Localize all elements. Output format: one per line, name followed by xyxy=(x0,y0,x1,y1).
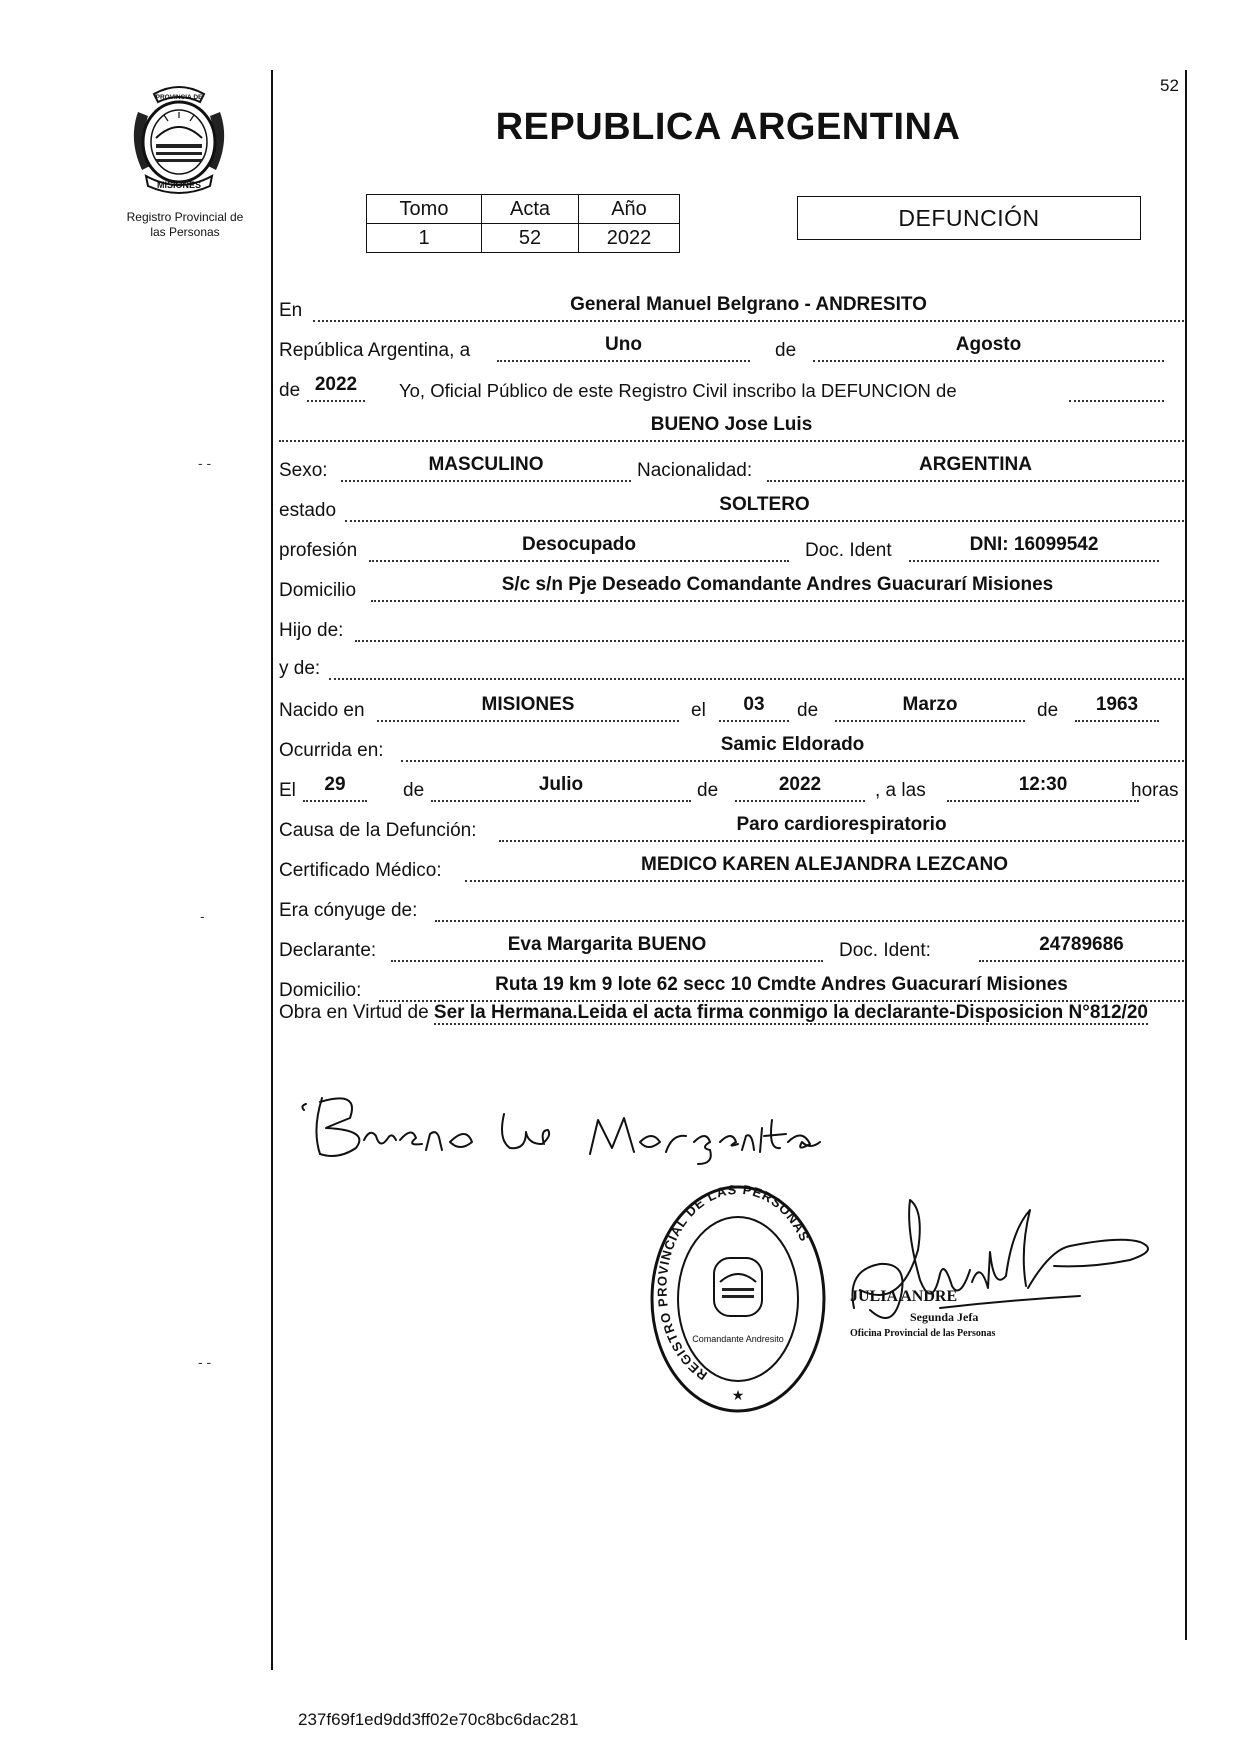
label-yo-oficial: Yo, Oficial Público de este Registro Civil inscribo la DEFUNCION de xyxy=(399,380,957,401)
line-place xyxy=(279,290,1184,326)
death-year-value: 2022 xyxy=(778,774,822,795)
crest-bottom-text: MISIONES xyxy=(156,180,202,190)
label-obra: Obra en Virtud de xyxy=(279,1002,429,1023)
reference-value-row xyxy=(367,224,680,253)
day-value: Uno xyxy=(605,334,642,355)
label-ocurrida-en: Ocurrida en: xyxy=(279,740,384,761)
line-child-of-1 xyxy=(279,610,1184,646)
label-el-cap: El xyxy=(279,780,296,801)
label-doc-ident-declarant: Doc. Ident: xyxy=(839,940,931,961)
place-field xyxy=(313,290,1184,322)
death-day-field xyxy=(303,770,367,802)
nationality-field xyxy=(767,450,1184,482)
sex-field xyxy=(341,450,631,482)
label-de-birth-year: de xyxy=(1037,700,1059,721)
seal-ring-text: REGISTRO PROVINCIAL DE LAS PERSONAS xyxy=(654,1182,813,1384)
tomo-value: 1 xyxy=(367,224,482,253)
label-republica: República Argentina, a xyxy=(279,340,471,361)
label-horas: horas xyxy=(1131,780,1179,801)
right-margin-rule xyxy=(1185,70,1187,1640)
death-day-value: 29 xyxy=(324,774,346,795)
margin-tick-mark: - - xyxy=(198,1354,212,1370)
birth-year-value: 1963 xyxy=(1095,694,1139,715)
label-de-death-year: de xyxy=(697,780,719,801)
declarant-signature xyxy=(290,1080,850,1170)
line-date xyxy=(279,330,1184,366)
declarant-field xyxy=(391,930,823,962)
month-value: Agosto xyxy=(955,334,1022,355)
occurred-field xyxy=(401,730,1184,762)
line-child-of-2 xyxy=(279,648,1184,684)
line-death-date xyxy=(279,770,1184,806)
line-cause xyxy=(279,810,1184,846)
profession-value: Desocupado xyxy=(521,534,637,555)
officer-name: JULIA ANDRE xyxy=(850,1288,958,1305)
label-de-birth-month: de xyxy=(797,700,819,721)
deceased-name-value: BUENO Jose Luis xyxy=(650,414,813,435)
child-of-2-field xyxy=(329,648,1184,680)
seal-star-icon: ★ xyxy=(731,1387,745,1403)
line-year xyxy=(279,370,1184,406)
death-month-value: Julio xyxy=(538,774,584,795)
label-nacionalidad: Nacionalidad: xyxy=(637,460,753,481)
marital-value: SOLTERO xyxy=(719,494,810,515)
label-certificado: Certificado Médico: xyxy=(279,860,442,881)
certificate-value: MEDICO KAREN ALEJANDRA LEZCANO xyxy=(641,854,1008,875)
label-de: de xyxy=(775,340,797,361)
label-sexo: Sexo: xyxy=(279,460,328,481)
line-birth xyxy=(279,690,1184,726)
label-de-death-month: de xyxy=(403,780,425,801)
document-field xyxy=(909,530,1159,562)
line-obra xyxy=(279,1000,1184,1026)
address-value: S/c s/n Pje Deseado Comandante Andres Guacurarí Misiones xyxy=(501,574,1054,595)
obra-value: Ser la Hermana.Leida el acta firma conmigo la declarante-Disposicion N°812/20 xyxy=(433,1002,1148,1023)
provincial-crest-icon xyxy=(120,82,238,198)
officer-signature-icon xyxy=(840,1190,1180,1350)
label-el: el xyxy=(691,700,706,721)
line-marital xyxy=(279,490,1184,526)
left-margin-rule xyxy=(271,70,273,1670)
spouse-field xyxy=(435,890,1184,922)
ano-value: 2022 xyxy=(579,224,680,253)
registry-name-line2: las Personas xyxy=(150,225,220,239)
label-en: En xyxy=(279,300,303,321)
officer-office: Oficina Provincial de las Personas xyxy=(850,1328,996,1339)
address-field xyxy=(371,570,1184,602)
place-value: General Manuel Belgrano - ANDRESITO xyxy=(570,294,927,315)
birth-place-field xyxy=(377,690,679,722)
line-certificate xyxy=(279,850,1184,886)
margin-tick-mark: - xyxy=(200,908,205,924)
margin-tick-mark: - - xyxy=(198,455,212,471)
label-doc-ident: Doc. Ident xyxy=(805,540,892,561)
declarant-address-value: Ruta 19 km 9 lote 62 secc 10 Cmdte Andres Guacurarí Misiones xyxy=(495,974,1068,995)
line-profession xyxy=(279,530,1184,566)
document-value: DNI: 16099542 xyxy=(969,534,1099,555)
birth-month-value: Marzo xyxy=(902,694,958,715)
label-a-las: , a las xyxy=(875,780,926,801)
label-declarante: Declarante: xyxy=(279,940,377,961)
birth-day-value: 03 xyxy=(743,694,765,715)
label-conyuge: Era cónyuge de: xyxy=(279,900,418,921)
ano-header: Año xyxy=(579,195,680,224)
occurred-value: Samic Eldorado xyxy=(720,734,865,755)
label-y-de: y de: xyxy=(279,658,321,679)
death-time-value: 12:30 xyxy=(1018,774,1068,795)
line-occurred xyxy=(279,730,1184,766)
reference-header-row xyxy=(367,195,680,224)
crest-top-text: PROVINCIA DE xyxy=(155,94,203,101)
label-de-year: de xyxy=(279,380,301,401)
birth-day-field xyxy=(719,690,789,722)
line-declarant xyxy=(279,930,1184,966)
reference-table xyxy=(366,194,680,253)
year-field xyxy=(307,370,365,402)
birth-year-field xyxy=(1075,690,1159,722)
registry-name-line1: Registro Provincial de xyxy=(126,210,244,224)
line-spouse xyxy=(279,890,1184,926)
document-title: REPUBLICA ARGENTINA xyxy=(495,106,961,148)
acta-header: Acta xyxy=(482,195,579,224)
page-number: 52 xyxy=(1160,76,1179,95)
month-field xyxy=(813,330,1164,362)
label-domicilio-declarant: Domicilio: xyxy=(279,980,362,1001)
nationality-value: ARGENTINA xyxy=(919,454,1032,475)
death-month-field xyxy=(431,770,691,802)
label-domicilio: Domicilio xyxy=(279,580,357,601)
certificate-field xyxy=(465,850,1184,882)
child-of-1-field xyxy=(355,610,1184,642)
document-hash: 237f69f1ed9dd3ff02e70c8bc6dac281 xyxy=(298,1710,579,1729)
label-causa: Causa de la Defunción: xyxy=(279,820,477,841)
sex-value: MASCULINO xyxy=(428,454,544,475)
label-estado: estado xyxy=(279,500,337,521)
day-field xyxy=(497,330,750,362)
label-hijo-de: Hijo de: xyxy=(279,620,344,641)
marital-field xyxy=(345,490,1184,522)
act-type-box: DEFUNCIÓN xyxy=(797,196,1141,240)
cause-field xyxy=(499,810,1184,842)
death-year-field xyxy=(735,770,865,802)
registry-name xyxy=(100,210,270,240)
officer-role: Segunda Jefa xyxy=(910,1310,979,1324)
death-time-field xyxy=(947,770,1139,802)
year-value: 2022 xyxy=(314,374,358,395)
declarant-document-field xyxy=(979,930,1184,962)
line-sex xyxy=(279,450,1184,486)
continuation-field xyxy=(1069,370,1164,402)
label-nacido-en: Nacido en xyxy=(279,700,365,721)
tomo-header: Tomo xyxy=(367,195,482,224)
line-address xyxy=(279,570,1184,606)
deceased-name-field xyxy=(279,410,1184,442)
line-deceased xyxy=(279,410,1184,446)
cause-value: Paro cardiorespiratorio xyxy=(736,814,947,835)
birth-month-field xyxy=(835,690,1025,722)
acta-value: 52 xyxy=(482,224,579,253)
declarant-document-value: 24789686 xyxy=(1039,934,1124,955)
seal-inner-text: Comandante Andresito xyxy=(692,1334,784,1344)
birth-place-value: MISIONES xyxy=(481,694,575,715)
registry-seal xyxy=(648,1182,828,1416)
declarant-address-field xyxy=(379,970,1184,1002)
officer-signature-block xyxy=(840,1190,1180,1350)
declarant-value: Eva Margarita BUENO xyxy=(507,934,707,955)
profession-field xyxy=(369,530,789,562)
label-profesion: profesión xyxy=(279,540,358,561)
